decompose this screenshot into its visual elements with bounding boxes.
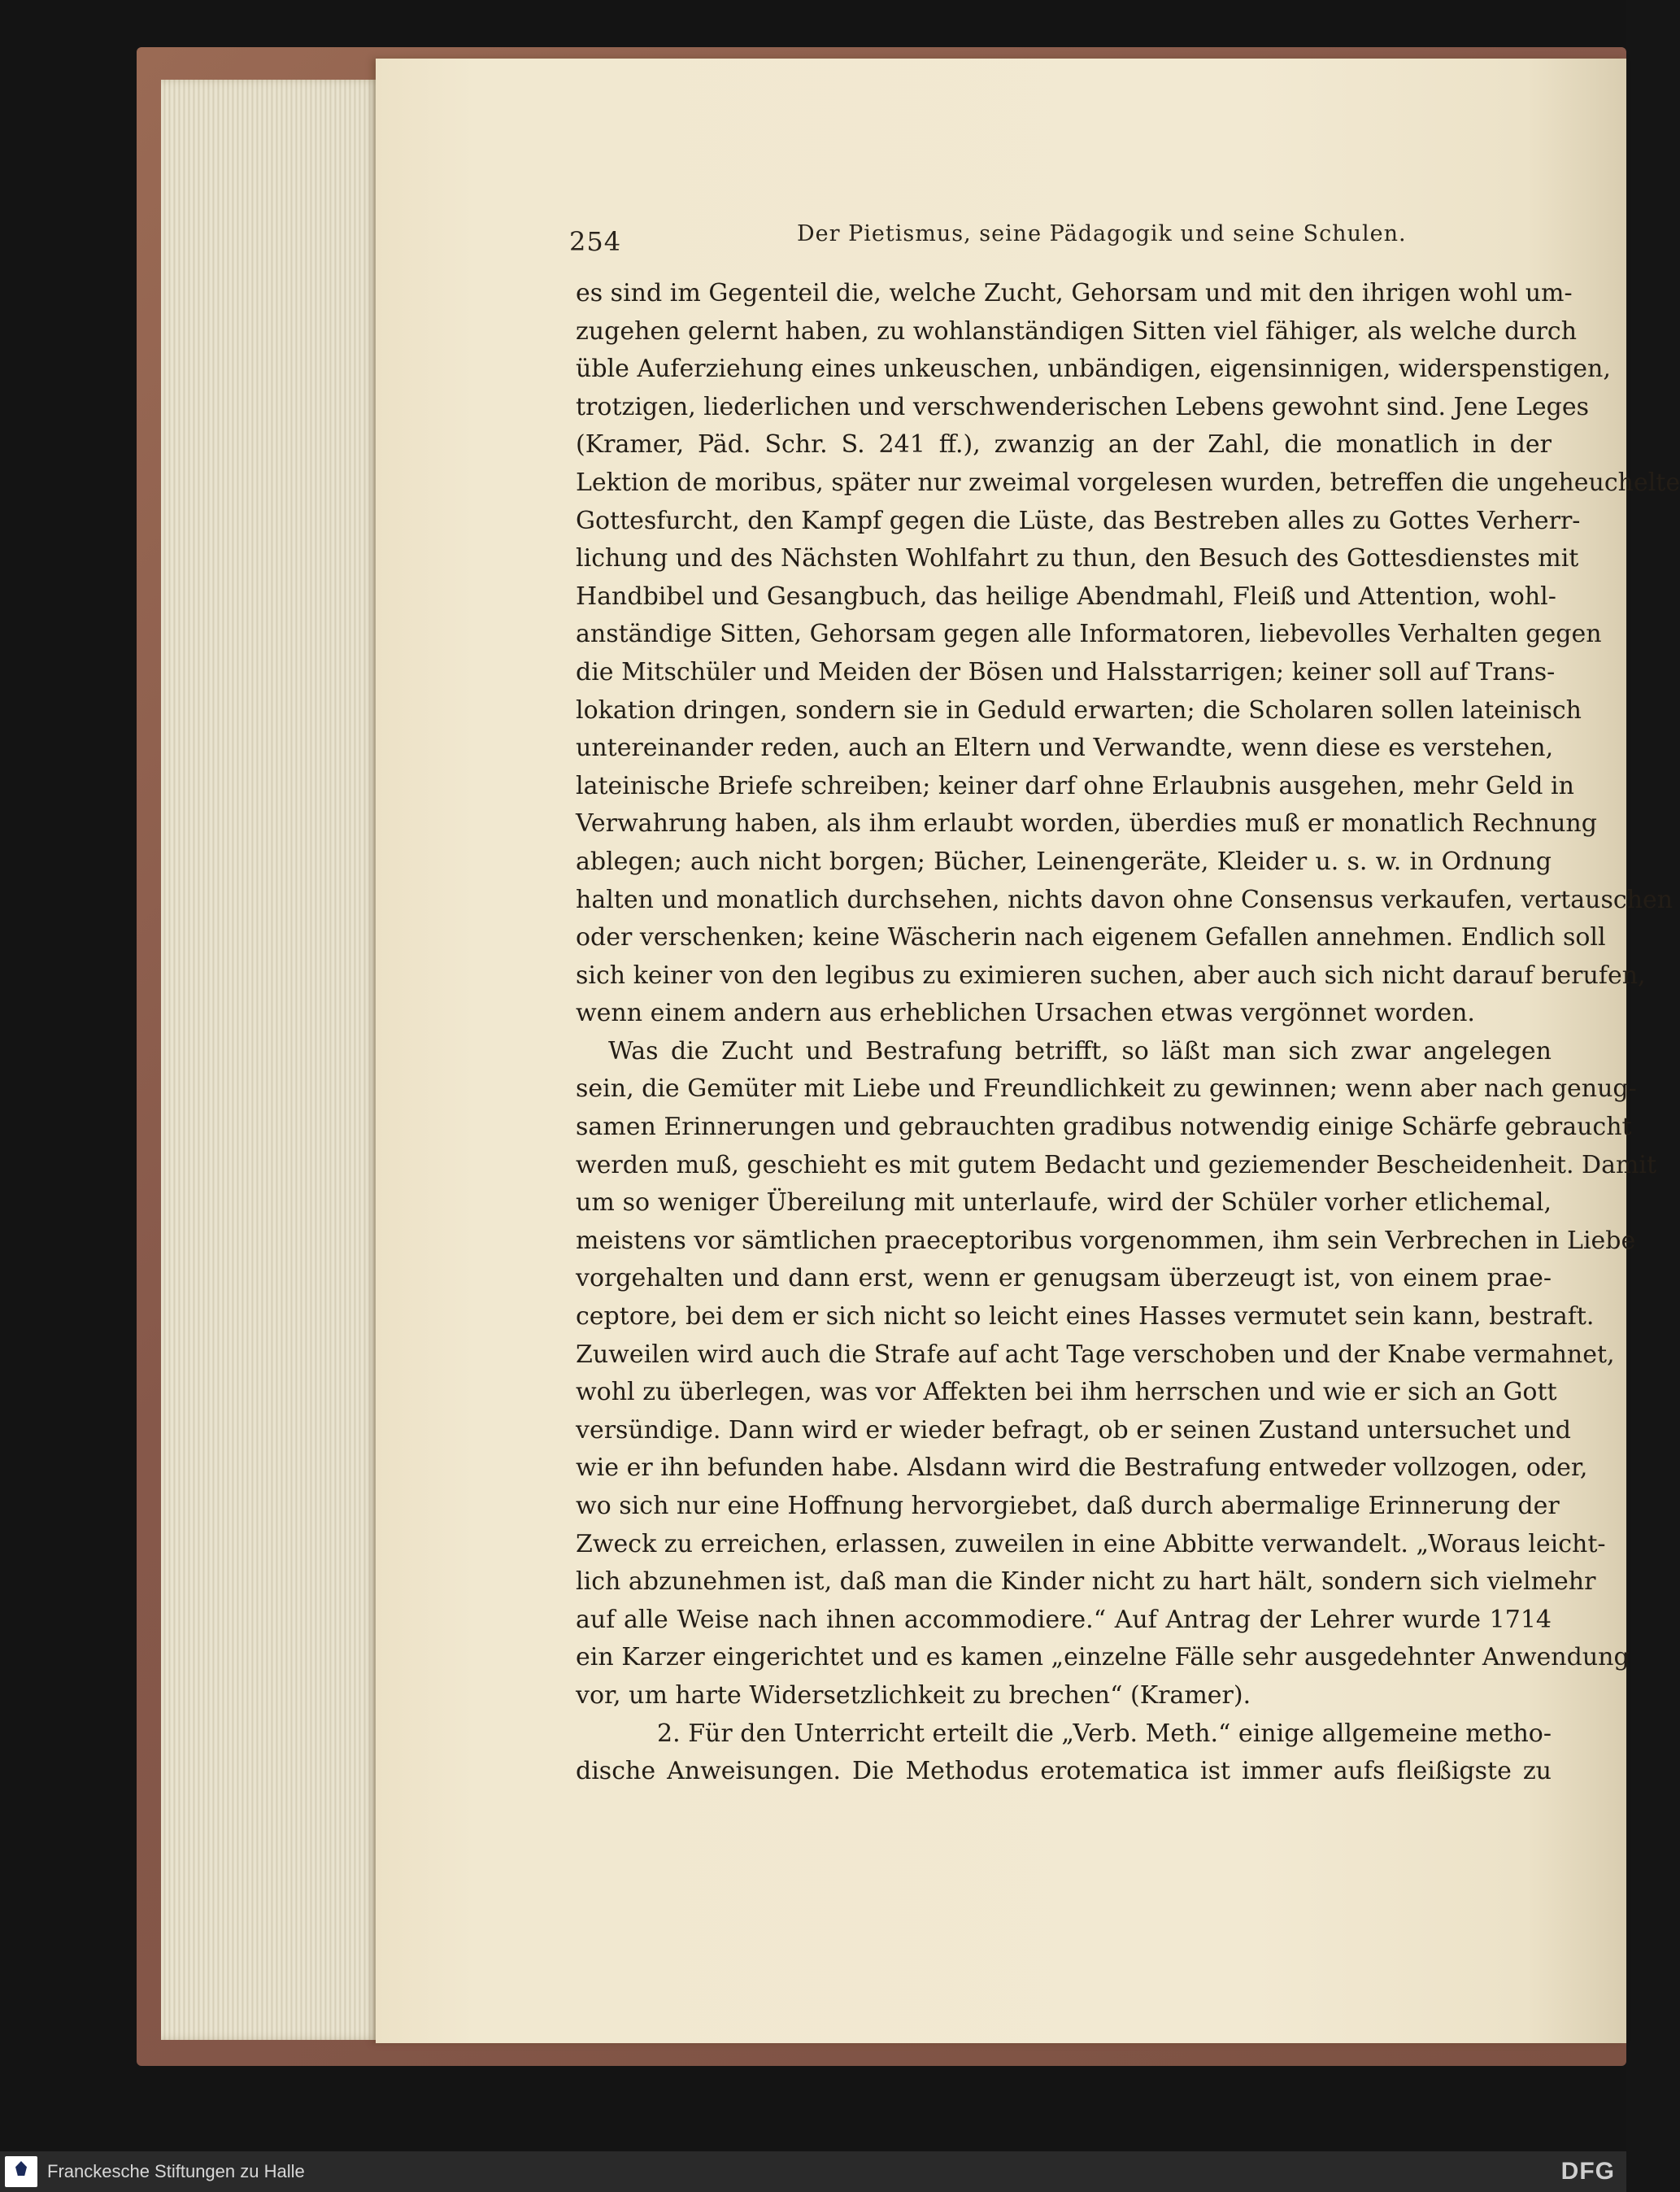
text-line: (Kramer, Päd. Schr. S. 241 ff.), zwanzig an der Zahl, die monatlich in der (576, 430, 1552, 460)
text-line: wie er ihn befunden habe. Alsdann wird die Bestrafung entweder vollzogen, oder, (576, 1453, 1588, 1483)
text-line: 2. Für den Unterricht erteilt die „Verb. Meth.“ einige allgemeine metho- (657, 1719, 1552, 1748)
dfg-logo: DFG (1560, 2158, 1615, 2185)
text-line: sich keiner von den legibus zu eximieren suchen, aber auch sich nicht darauf berufen, (576, 961, 1646, 990)
institution-name: Franckesche Stiftungen zu Halle (47, 2161, 305, 2181)
text-line: sein, die Gemüter mit Liebe und Freundlichkeit zu gewinnen; wenn aber nach genug- (576, 1074, 1637, 1104)
text-line: Was die Zucht und Bestrafung betrifft, so läßt man sich zwar angelegen (608, 1036, 1552, 1065)
page-stack (161, 80, 384, 2040)
text-line: wo sich nur eine Hoffnung hervorgiebet, daß durch abermalige Erinnerung der (576, 1492, 1560, 1520)
text-line: anständige Sitten, Gehorsam gegen alle Informatoren, liebevolles Verhalten gegen (576, 620, 1602, 649)
text-line: dische Anweisungen. Die Methodus erotematica ist immer aufs fleißigste zu (576, 1757, 1552, 1786)
body-text (576, 275, 1680, 1791)
viewer-footer (0, 2151, 1626, 2192)
text-line: wohl zu überlegen, was vor Affekten bei ihm herrschen und wie er sich an Gott (576, 1378, 1557, 1407)
text-line: Lektion de moribus, später nur zweimal vorgelesen wurden, betreffen die ungeheuchelte (576, 468, 1680, 497)
text-line: lichung und des Nächsten Wohlfahrt zu thun, den Besuch des Gottesdienstes mit (576, 544, 1579, 573)
page-number: 254 (569, 226, 622, 257)
text-line: trotzigen, liederlichen und verschwenderischen Lebens gewohnt sind. Jene Leges (576, 392, 1589, 421)
text-line: um so weniger Übereilung mit unterlaufe, wird der Schüler vorher etlichemal, (576, 1188, 1552, 1218)
text-line: vor, um harte Widersetzlichkeit zu brechen“ (Kramer). (576, 1680, 1251, 1710)
running-head: Der Pietismus, seine Pädagogik und seine Schulen. (797, 221, 1407, 246)
text-line: die Mitschüler und Meiden der Bösen und Halsstarrigen; keiner soll auf Trans- (576, 657, 1556, 686)
text-line: Zweck zu erreichen, erlassen, zuweilen in eine Abbitte verwandelt. „Woraus leicht- (576, 1529, 1606, 1558)
text-line: untereinander reden, auch an Eltern und Verwandte, wenn diese es verstehen, (576, 734, 1554, 763)
text-line: Gottesfurcht, den Kampf gegen die Lüste, das Bestreben alles zu Gottes Verherr- (576, 506, 1581, 535)
text-line: lateinische Briefe schreiben; keiner darf ohne Erlaubnis ausgehen, mehr Geld in (576, 771, 1574, 800)
text-line: Zuweilen wird auch die Strafe auf acht Tage verschoben und der Knabe vermahnet, (576, 1340, 1615, 1369)
text-line: üble Auferziehung eines unkeuschen, unbändigen, eigensinnigen, widerspenstigen, (576, 355, 1611, 384)
text-line: samen Erinnerungen und gebrauchten gradibus notwendig einige Schärfe gebraucht (576, 1113, 1632, 1142)
text-line: ceptore, bei dem er sich nicht so leicht eines Hasses vermutet sein kann, bestraft. (576, 1302, 1595, 1331)
text-line: vorgehalten und dann erst, wenn er genugsam überzeugt ist, von einem prae- (576, 1264, 1552, 1293)
text-line: lich abzunehmen ist, daß man die Kinder nicht zu hart hält, sondern sich vielmehr (576, 1567, 1596, 1597)
text-line: halten und monatlich durchsehen, nichts davon ohne Consensus verkaufen, vertauschen (576, 885, 1673, 914)
institution-logo-icon (5, 2156, 37, 2187)
text-line: lokation dringen, sondern sie in Geduld erwarten; die Scholaren sollen lateinisch (576, 695, 1582, 725)
text-line: versündige. Dann wird er wieder befragt, ob er seinen Zustand untersuchet und (576, 1415, 1571, 1445)
text-line: es sind im Gegenteil die, welche Zucht, Gehorsam und mit den ihrigen wohl um- (576, 279, 1573, 307)
text-line: Verwahrung haben, als ihm erlaubt worden, überdies muß er monatlich Rechnung (576, 809, 1597, 839)
text-line: oder verschenken; keine Wäscherin nach eigenem Gefallen annehmen. Endlich soll (576, 923, 1606, 952)
text-line: meistens vor sämtlichen praeceptoribus vorgenommen, ihm sein Verbrechen in Liebe (576, 1226, 1636, 1255)
text-line: auf alle Weise nach ihnen accommodiere.“ Auf Antrag der Lehrer wurde 1714 (576, 1605, 1552, 1634)
text-line: Handbibel und Gesangbuch, das heilige Abendmahl, Fleiß und Attention, wohl- (576, 582, 1556, 611)
text-line: zugehen gelernt haben, zu wohlanständigen Sitten viel fähiger, als welche durch (576, 316, 1578, 346)
text-line: ablegen; auch nicht borgen; Bücher, Leinengeräte, Kleider u. s. w. in Ordnung (576, 847, 1552, 876)
text-line: ein Karzer eingerichtet und es kamen „einzelne Fälle sehr ausgedehnter Anwendung (576, 1643, 1630, 1672)
text-line: werden muß, geschieht es mit gutem Bedacht und geziemender Bescheidenheit. Damit (576, 1150, 1657, 1179)
text-line: wenn einem andern aus erheblichen Ursachen etwas vergönnet worden. (576, 999, 1475, 1028)
